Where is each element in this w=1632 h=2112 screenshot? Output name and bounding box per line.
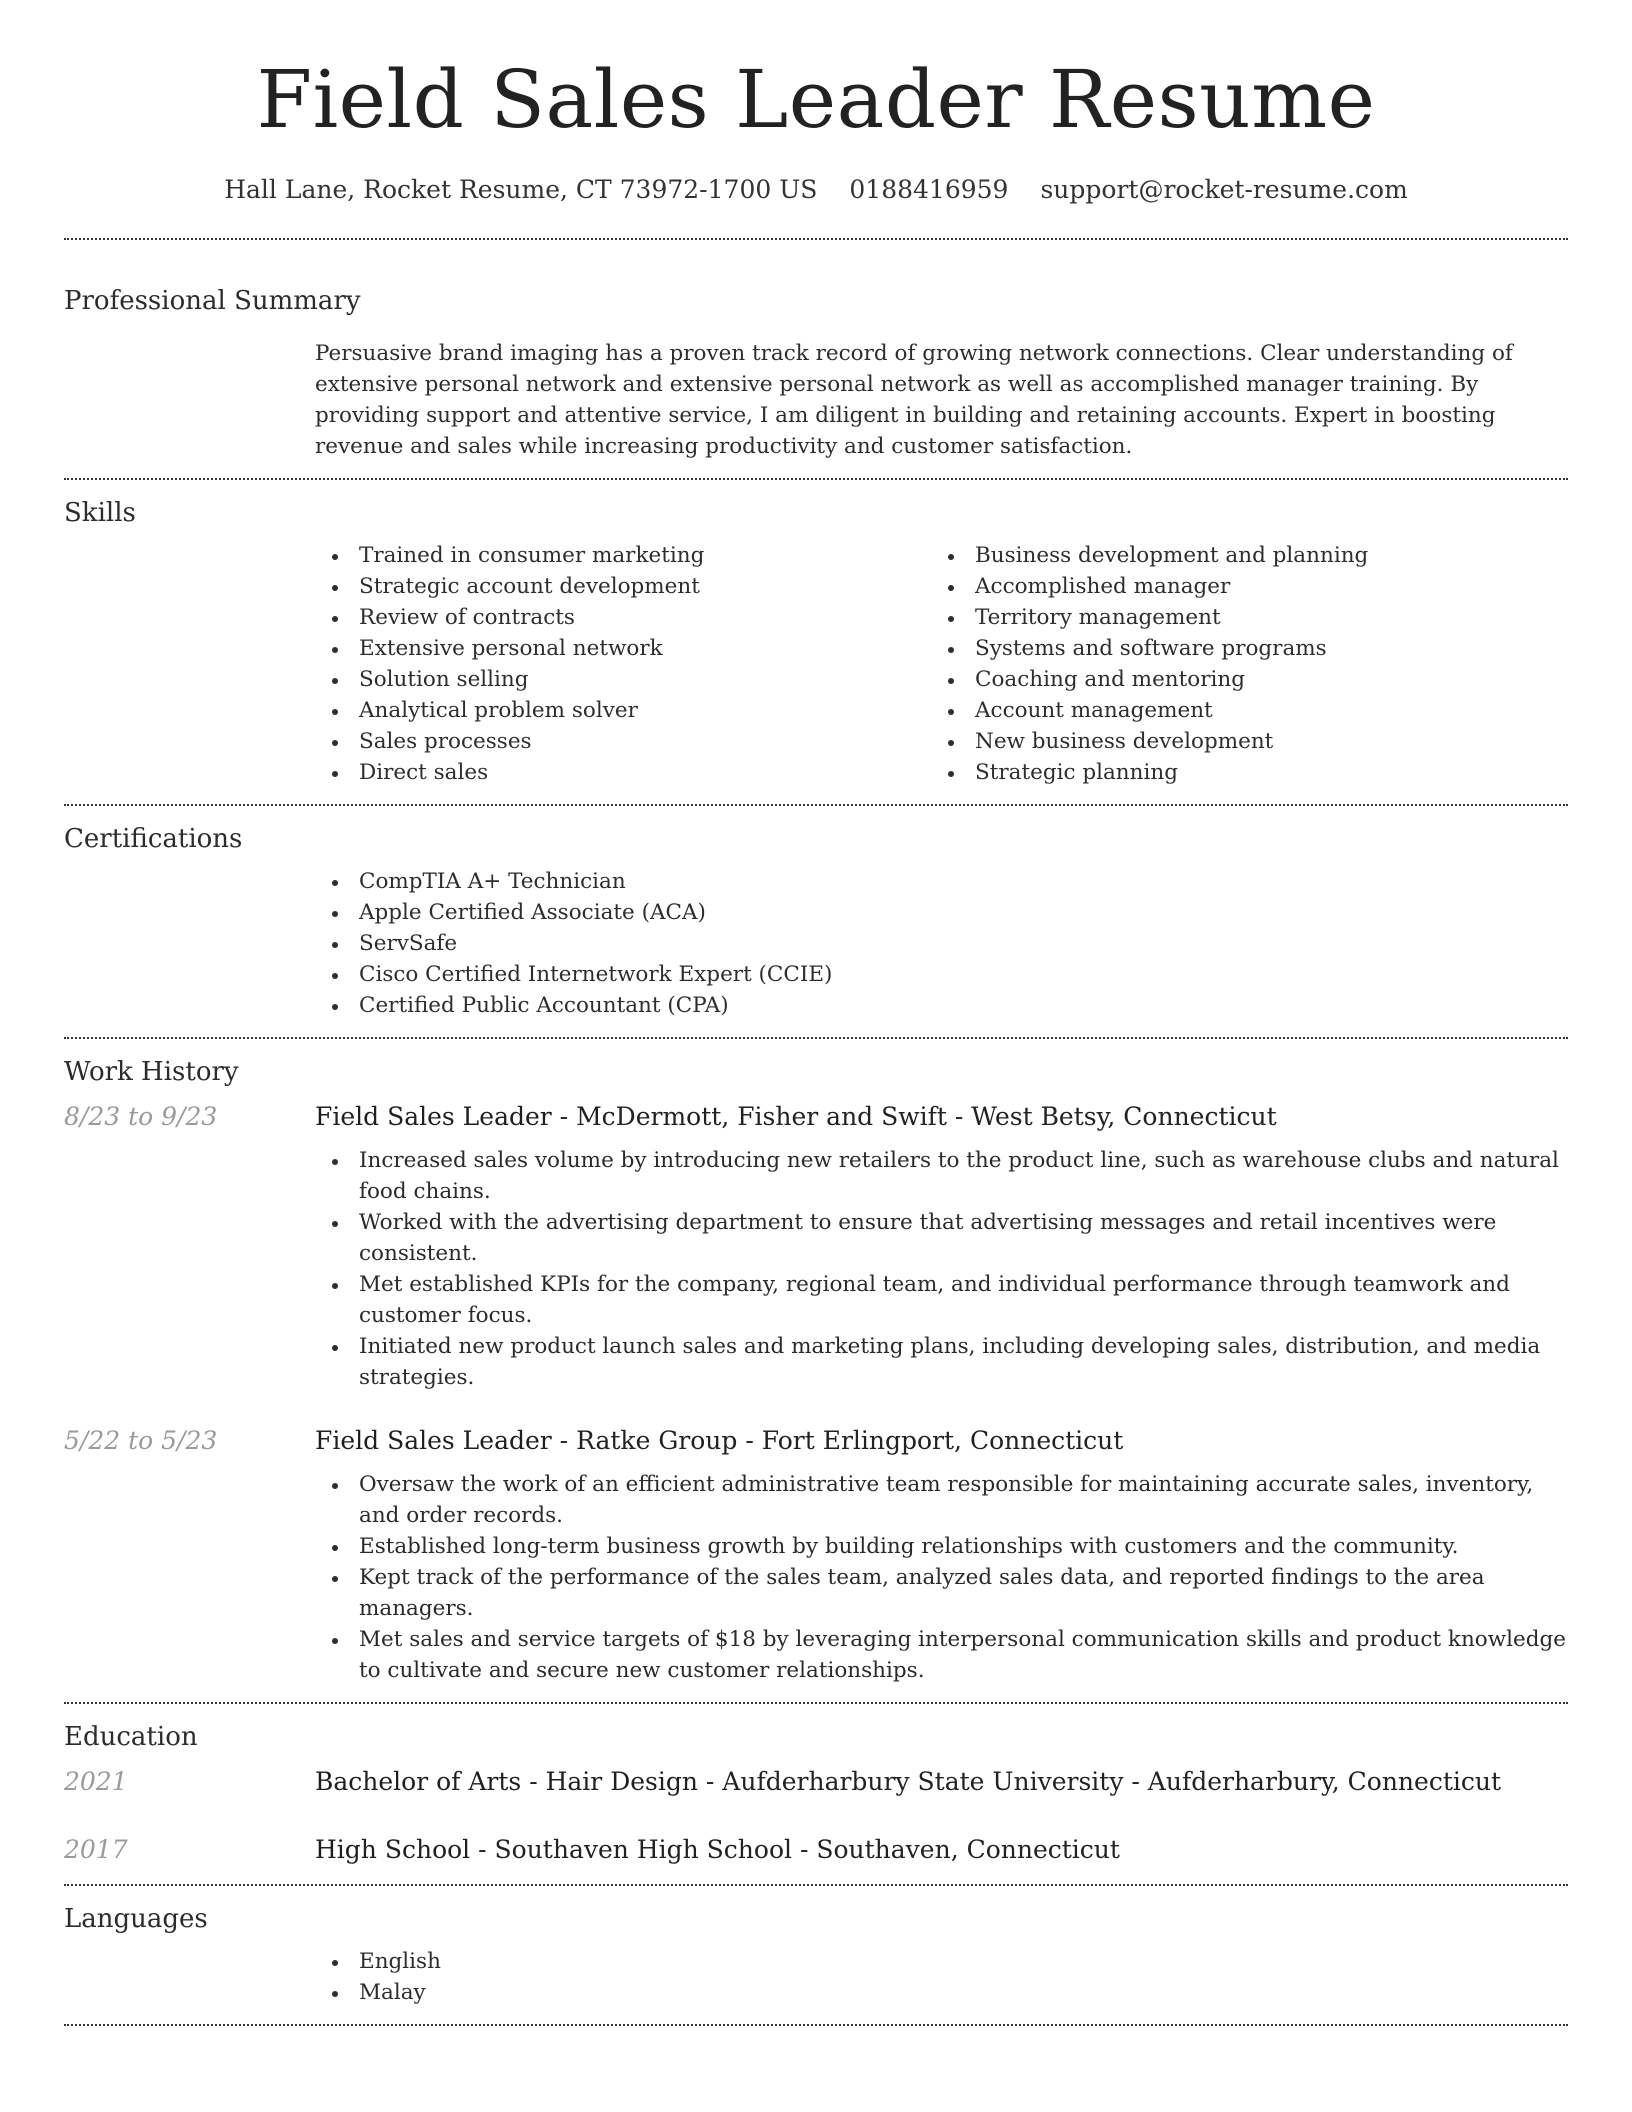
education-school: - Aufderharbury State University - Aufderharbury, Connecticut: [697, 1767, 1502, 1796]
job-heading: [315, 1099, 1568, 1135]
education-degree: Bachelor of Arts - Hair Design: [315, 1767, 698, 1796]
section-title-certifications: Certifications: [64, 824, 243, 854]
job-bullet: Kept track of the performance of the sales team, analyzed sales data, and reported findings to the area managers.: [315, 1562, 1568, 1624]
certification-item: CompTIA A+ Technician: [315, 866, 1568, 897]
education-year: 2017: [64, 1835, 128, 1864]
skill-item: Territory management: [931, 602, 1547, 633]
job-bullets: [315, 1469, 1568, 1686]
skills-list-left: [315, 540, 931, 788]
job-entry: [64, 1099, 1568, 1393]
education-main: [315, 1764, 1568, 1800]
language-item: Malay: [315, 1977, 1568, 2008]
skill-item: Direct sales: [315, 757, 931, 788]
job-role: Field Sales Leader: [315, 1426, 552, 1455]
skill-item: Trained in consumer marketing: [315, 540, 931, 571]
job-bullet: Established long-term business growth by building relationships with customers and the community.: [315, 1531, 1568, 1562]
job-entry: [64, 1423, 1568, 1686]
job-bullet: Met established KPIs for the company, regional team, and individual performance through teamwork and customer focus.: [315, 1269, 1568, 1331]
job-heading: [315, 1423, 1568, 1459]
skill-item: Review of contracts: [315, 602, 931, 633]
job-bullet: Increased sales volume by introducing new retailers to the product line, such as warehouse clubs and natural food chains.: [315, 1145, 1568, 1207]
section-title-summary: Professional Summary: [64, 286, 361, 316]
section-divider: [64, 2024, 1568, 2026]
certification-item: Apple Certified Associate (ACA): [315, 897, 1568, 928]
skill-item: Analytical problem solver: [315, 695, 931, 726]
section-title-languages: Languages: [64, 1904, 208, 1934]
language-item: English: [315, 1946, 1568, 1977]
education-heading: [315, 1764, 1568, 1800]
page-title: Field Sales Leader Resume: [256, 53, 1376, 146]
skill-item: Account management: [931, 695, 1547, 726]
education-heading: [315, 1832, 1568, 1868]
education-degree: High School: [315, 1835, 471, 1864]
languages-section: [64, 1886, 1568, 2024]
section-title-work-history: Work History: [64, 1057, 239, 1087]
certification-item: Cisco Certified Internetwork Expert (CCIE): [315, 959, 1568, 990]
summary-section: [64, 240, 1568, 478]
education-section: [64, 1704, 1568, 1884]
contact-phone: 0188416959: [849, 175, 1009, 204]
education-entry: [64, 1764, 1568, 1800]
contact-email: support@rocket-resume.com: [1040, 175, 1408, 204]
skill-item: Sales processes: [315, 726, 931, 757]
job-bullet: Initiated new product launch sales and marketing plans, including developing sales, distribution, and media strategies.: [315, 1331, 1568, 1393]
education-entry: [64, 1832, 1568, 1868]
certifications-section: [64, 806, 1568, 1037]
certification-item: Certified Public Accountant (CPA): [315, 990, 1568, 1021]
job-main: [315, 1423, 1568, 1686]
education-main: [315, 1832, 1568, 1868]
skill-item: Coaching and mentoring: [931, 664, 1547, 695]
section-title-skills: Skills: [64, 498, 136, 528]
skills-list-right: [931, 540, 1547, 788]
skill-item: Strategic planning: [931, 757, 1547, 788]
languages-list: [315, 1946, 1568, 2008]
job-bullet: Worked with the advertising department to ensure that advertising messages and retail incentives were consistent.: [315, 1207, 1568, 1269]
job-dates: 5/22 to 5/23: [64, 1426, 218, 1455]
contact-line: [64, 150, 1568, 238]
job-employer: - Ratke Group - Fort Erlingport, Connecticut: [551, 1426, 1124, 1455]
skill-item: Business development and planning: [931, 540, 1547, 571]
certification-item: ServSafe: [315, 928, 1568, 959]
education-year: 2021: [64, 1767, 128, 1796]
job-main: [315, 1099, 1568, 1393]
certifications-list: [315, 866, 1568, 1021]
skill-item: New business development: [931, 726, 1547, 757]
skill-item: Solution selling: [315, 664, 931, 695]
education-school: - Southaven High School - Southaven, Connecticut: [470, 1835, 1120, 1864]
work-history-section: [64, 1039, 1568, 1702]
summary-text: Persuasive brand imaging has a proven track record of growing network connections. Clear understanding of extensive personal network and extensive personal network as well as accomplished manager training. By providing support and attentive service, I am diligent in building and retaining accounts. Expert in boosting revenue and sales while increasing productivity and customer satisfaction.: [315, 341, 1513, 459]
job-bullet: Met sales and service targets of $18 by leveraging interpersonal communication skills and product knowledge to cultivate and secure new customer relationships.: [315, 1624, 1568, 1686]
skill-item: Extensive personal network: [315, 633, 931, 664]
job-bullet: Oversaw the work of an efficient administrative team responsible for maintaining accurate sales, inventory, and order records.: [315, 1469, 1568, 1531]
certifications-body: [315, 866, 1568, 1021]
job-role: Field Sales Leader: [315, 1102, 552, 1131]
skills-grid: [315, 540, 1568, 788]
job-bullets: [315, 1145, 1568, 1393]
skill-item: Accomplished manager: [931, 571, 1547, 602]
skill-item: Strategic account development: [315, 571, 931, 602]
skills-section: [64, 480, 1568, 804]
skill-item: Systems and software programs: [931, 633, 1547, 664]
contact-address: Hall Lane, Rocket Resume, CT 73972-1700 US: [224, 175, 818, 204]
languages-body: [315, 1946, 1568, 2008]
section-title-education: Education: [64, 1722, 198, 1752]
job-dates: 8/23 to 9/23: [64, 1102, 218, 1131]
job-employer: - McDermott, Fisher and Swift - West Betsy, Connecticut: [551, 1102, 1277, 1131]
